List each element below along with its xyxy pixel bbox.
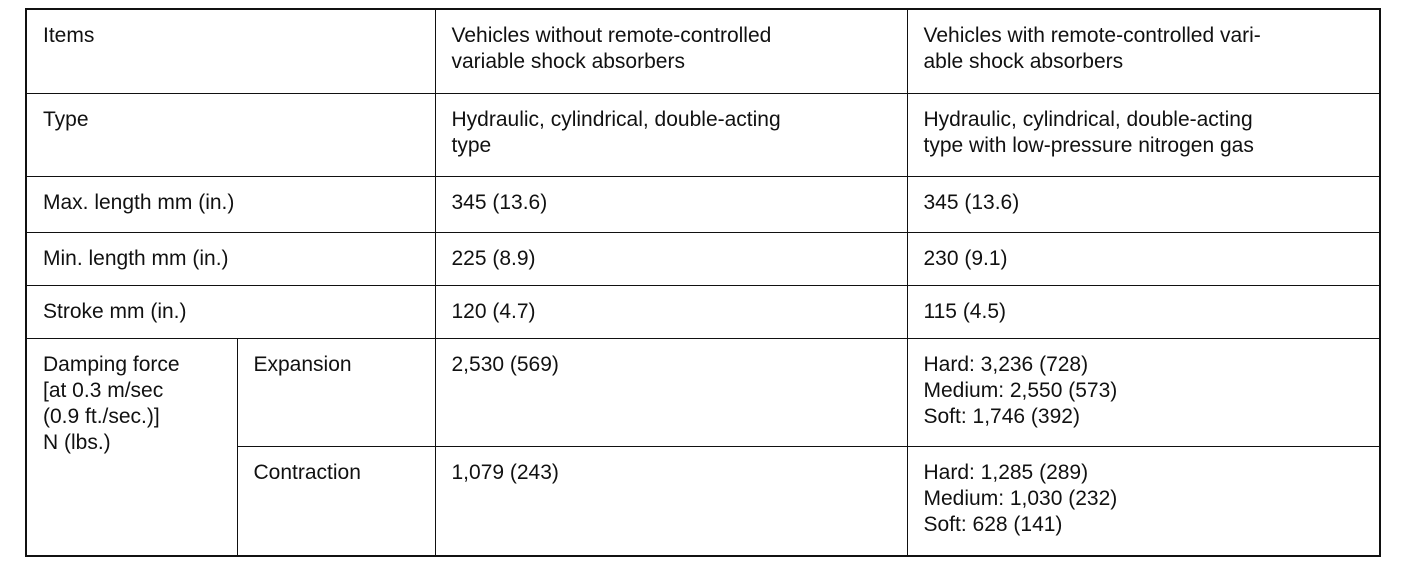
type-without-line-1: Hydraulic, cylindrical, double-acting — [451, 107, 781, 131]
expansion-with-cell — [907, 338, 1380, 446]
header-with-line-2: able shock absorbers — [923, 50, 1124, 73]
header-with-line-1: Vehicles with remote-controlled vari- — [923, 24, 1261, 47]
header-row — [26, 9, 1380, 93]
min-length-row — [26, 232, 1380, 285]
max-length-row — [26, 176, 1380, 232]
header-without-line-2: variable shock absorbers — [451, 50, 685, 73]
max-length-label: Max. length mm (in.) — [43, 190, 235, 214]
expansion-without-cell — [435, 338, 907, 446]
header-items-label: Items — [43, 24, 95, 47]
contraction-with-soft: Soft: 628 (141) — [923, 512, 1063, 536]
expansion-with-hard: Hard: 3,236 (728) — [923, 352, 1089, 376]
damping-expansion-row — [26, 338, 1380, 446]
header-without-line-1: Vehicles without remote-controlled — [451, 24, 772, 47]
contraction-with-cell — [907, 446, 1380, 556]
stroke-without-cell — [435, 285, 907, 338]
min-length-label-cell — [26, 232, 435, 285]
type-with-cell — [907, 93, 1380, 176]
stroke-without-value: 120 (4.7) — [451, 299, 536, 323]
type-without-cell — [435, 93, 907, 176]
max-length-with-cell — [907, 176, 1380, 232]
min-length-without-value: 225 (8.9) — [451, 246, 536, 270]
stroke-with-cell — [907, 285, 1380, 338]
min-length-with-cell — [907, 232, 1380, 285]
min-length-with-value: 230 (9.1) — [923, 246, 1008, 270]
type-label-cell — [26, 93, 435, 176]
contraction-label-cell — [237, 446, 435, 556]
type-with-line-2: type with low-pressure nitrogen gas — [923, 133, 1254, 157]
damping-label-line-4: N (lbs.) — [43, 430, 111, 454]
contraction-label: Contraction — [253, 460, 361, 484]
expansion-label-cell — [237, 338, 435, 446]
type-without-line-2: type — [451, 133, 492, 157]
damping-label-line-1: Damping force — [43, 352, 180, 376]
damping-force-label-cell — [26, 338, 237, 556]
max-length-label-cell — [26, 176, 435, 232]
stroke-label-cell — [26, 285, 435, 338]
contraction-with-hard: Hard: 1,285 (289) — [923, 460, 1089, 484]
stroke-with-value: 115 (4.5) — [923, 299, 1006, 323]
min-length-without-cell — [435, 232, 907, 285]
damping-label-line-3: (0.9 ft./sec.)] — [43, 404, 160, 428]
type-label: Type — [43, 107, 89, 131]
stroke-label: Stroke mm (in.) — [43, 299, 187, 323]
expansion-without-value: 2,530 (569) — [451, 352, 559, 376]
max-length-with-value: 345 (13.6) — [923, 190, 1020, 214]
expansion-label: Expansion — [253, 352, 352, 376]
header-with-cell — [907, 9, 1380, 93]
shock-absorber-spec-table — [25, 8, 1381, 557]
max-length-without-value: 345 (13.6) — [451, 190, 548, 214]
type-with-line-1: Hydraulic, cylindrical, double-acting — [923, 107, 1253, 131]
damping-label-line-2: [at 0.3 m/sec — [43, 378, 164, 402]
min-length-label: Min. length mm (in.) — [43, 246, 229, 270]
type-row — [26, 93, 1380, 176]
expansion-with-medium: Medium: 2,550 (573) — [923, 378, 1118, 402]
header-without-cell — [435, 9, 907, 93]
stroke-row — [26, 285, 1380, 338]
contraction-without-value: 1,079 (243) — [451, 460, 559, 484]
max-length-without-cell — [435, 176, 907, 232]
contraction-with-medium: Medium: 1,030 (232) — [923, 486, 1118, 510]
contraction-without-cell — [435, 446, 907, 556]
expansion-with-soft: Soft: 1,746 (392) — [923, 404, 1080, 428]
header-items-cell — [26, 9, 435, 93]
